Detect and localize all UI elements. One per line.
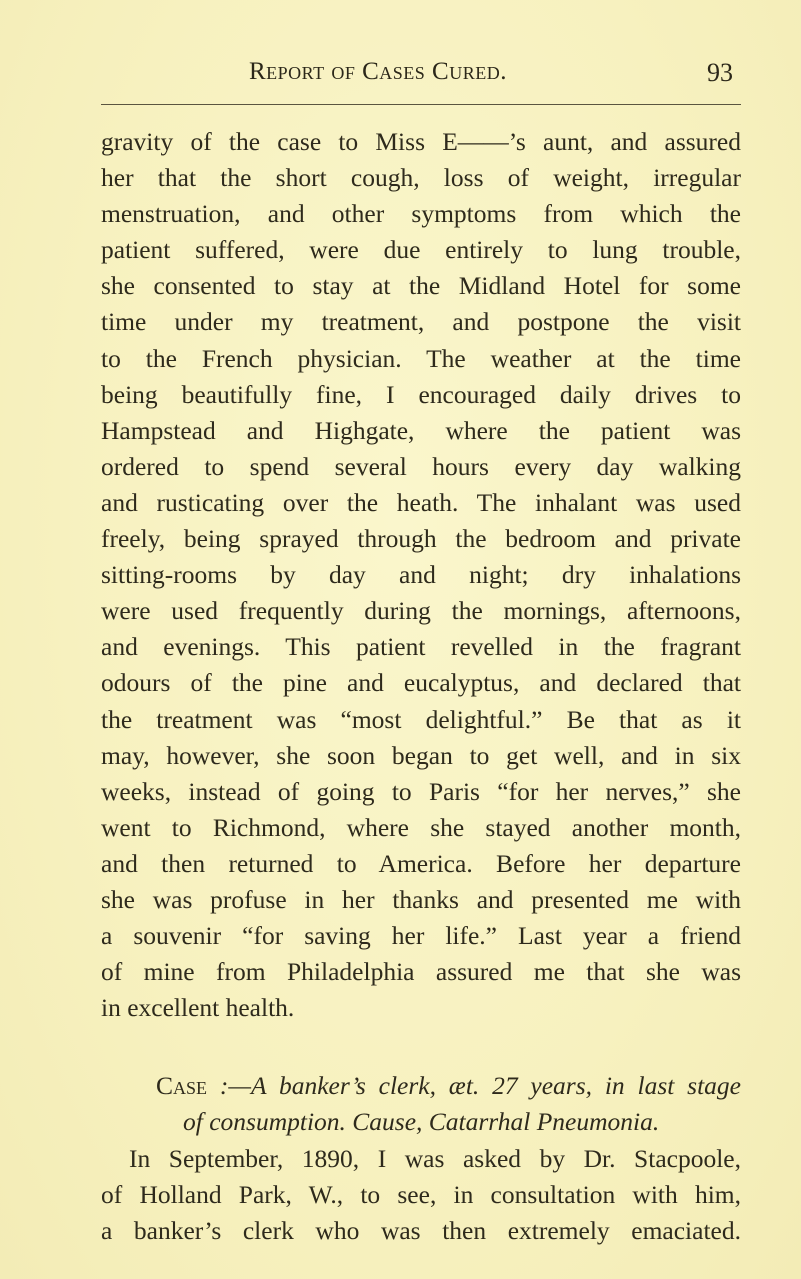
text-line: freely, being sprayed through the bedroom and private	[101, 524, 741, 554]
case-heading	[101, 1068, 741, 1140]
case-heading-line	[101, 1068, 741, 1104]
text-line: of Holland Park, W., to see, in consultation with him,	[101, 1179, 741, 1209]
running-header	[101, 58, 741, 98]
text-line: and rusticating over the heath. The inhalant was used	[101, 487, 741, 517]
header-rule	[101, 104, 741, 105]
text-line: sitting-rooms by day and night; dry inhalations	[101, 560, 741, 590]
text-line: of mine from Philadelphia assured me that she was	[101, 957, 741, 987]
text-line: may, however, she soon began to get well, and in six	[101, 740, 741, 770]
text-line: a souvenir “for saving her life.” Last year a friend	[101, 921, 741, 951]
text-line: time under my treatment, and postpone the visit	[101, 307, 741, 337]
running-title: Report of Cases Cured.	[249, 58, 507, 85]
body-text	[101, 124, 741, 1249]
text-line: in excellent health.	[101, 993, 295, 1023]
text-line: ordered to spend several hours every day walking	[101, 451, 741, 481]
case-label: Case	[156, 1071, 208, 1101]
text-line: to the French physician. The weather at the time	[101, 343, 741, 373]
text-line: and then returned to America. Before her departure	[101, 848, 741, 878]
text-line: being beautifully fine, I encouraged daily drives to	[101, 379, 741, 409]
text-line: gravity of the case to Miss E——’s aunt, and assured	[101, 127, 741, 156]
text-line: her that the short cough, loss of weight, irregular	[101, 163, 741, 193]
text-line: the treatment was “most delightful.” Be that as it	[101, 704, 741, 734]
text-line: Hampstead and Highgate, where the patient was	[101, 415, 741, 445]
text-line: went to Richmond, where she stayed another month,	[101, 812, 741, 842]
text-line: menstruation, and other symptoms from which the	[101, 199, 741, 229]
text-line: odours of the pine and eucalyptus, and declared that	[101, 668, 741, 698]
paragraph-miss-e-case	[101, 124, 741, 1026]
text-line: patient suffered, were due entirely to lung trouble,	[101, 235, 741, 265]
paragraph-bankers-clerk-case	[101, 1141, 741, 1249]
case-description: :—A banker’s clerk, æt. 27 years, in last stage	[219, 1071, 741, 1101]
text-line: a banker’s clerk who was then extremely emaciated.	[101, 1215, 741, 1245]
text-line: In September, 1890, I was asked by Dr. Stacpoole,	[129, 1143, 741, 1173]
page-number: 93	[707, 58, 733, 87]
text-line: weeks, instead of going to Paris “for her nerves,” she	[101, 776, 741, 806]
text-line: were used frequently during the mornings, afternoons,	[101, 596, 741, 626]
text-line: she was profuse in her thanks and presented me with	[101, 884, 741, 914]
text-line: she consented to stay at the Midland Hotel for some	[101, 271, 741, 301]
case-heading-line: of consumption. Cause, Catarrhal Pneumonia.	[183, 1107, 660, 1137]
text-line: and evenings. This patient revelled in the fragrant	[101, 632, 741, 662]
paragraph-gap	[101, 1026, 741, 1068]
